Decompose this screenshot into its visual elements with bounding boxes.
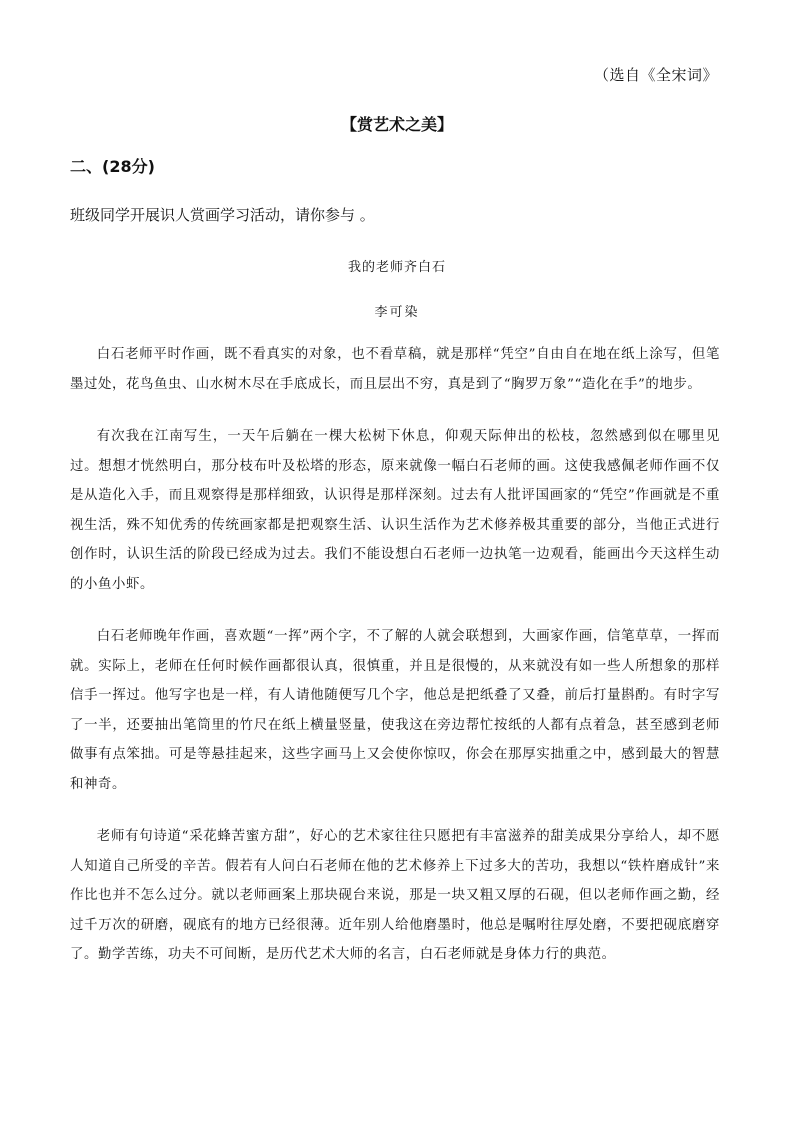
article-paragraph-3: 白石老师晚年作画，喜欢题“一挥”两个字，不了解的人就会联想到，大画家作画，信笔草草，一挥而就。实际上，老师在任何时候作画都很认真，很慎重，并且是很慢的，从来就没有如一些人所想象的那样信手一挥过。他写字也是一样，有人请他随便写几个字，他总是把纸叠了又叠，前后打量斟酌。有时字写了一半，还要抽出笔筒里的竹尺在纸上横量竖量，使我这在旁边帮忙按纸的人都有点着急，甚至感到老师做事有点笨拙。可是等悬挂起来，这些字画马上又会使你惊叹，你会在那厚实拙重之中，感到最大的智慧和神奇。	[70, 629, 720, 792]
article-paragraph-4: 老师有句诗道“采花蜂苦蜜方甜”，好心的艺术家往往只愿把有丰富滋养的甜美成果分享给人，却不愿人知道自己所受的辛苦。假若有人问白石老师在他的艺术修养上下过多大的苦功，我想以“铁杵磨成针”来作比也并不怎么过分。就以老师画案上那块砚台来说，那是一块又粗又厚的石砚，但以老师作画之勤，经过千万次的研磨，砚底有的地方已经很薄。近年别人给他磨墨时，他总是嘱咐往厚处磨，不要把砚底磨穿了。勤学苦练，功夫不可间断，是历代艺术大师的名言，白石老师就是身体力行的典范。	[70, 829, 720, 962]
article-paragraph-1: 白石老师平时作画，既不看真实的对象，也不看草稿，就是那样“凭空”自由自在地在纸上涂写，但笔墨过处，花鸟鱼虫、山水树木尽在手底成长，而且层出不穷，真是到了“胸罗万象”“造化在手”的地步。	[70, 347, 720, 392]
poem-source-note: （选自《全宋词》	[593, 66, 718, 84]
article-author: 李可染	[374, 305, 420, 320]
article-paragraph-2: 有次我在江南写生，一天午后躺在一棵大松树下休息，仰观天际伸出的松枝，忽然感到似在哪里见过。想想才恍然明白，那分枝布叶及松塔的形态，原来就像一幅白石老师的画。这使我感佩老师作画不仅是从造化入手，而且观察得是那样细致，认识得是那样深刻。过去有人批评国画家的“凭空”作画就是不重视生活，殊不知优秀的传统画家都是把观察生活、认识生活作为艺术修养极其重要的部分，当他正式进行创作时，认识生活的阶段已经成为过去。我们不能设想白石老师一边执笔一边观看，能画出今天这样生动的小鱼小虾。	[70, 429, 720, 592]
article-title: 我的老师齐白石	[347, 260, 446, 275]
question-instruction: 班级同学开展识人赏画学习活动，请你参与 。	[70, 206, 375, 224]
article-body	[70, 340, 720, 993]
section-title: 【赏艺术之美】	[340, 115, 453, 134]
question-number: 二、(28分)	[70, 157, 155, 176]
